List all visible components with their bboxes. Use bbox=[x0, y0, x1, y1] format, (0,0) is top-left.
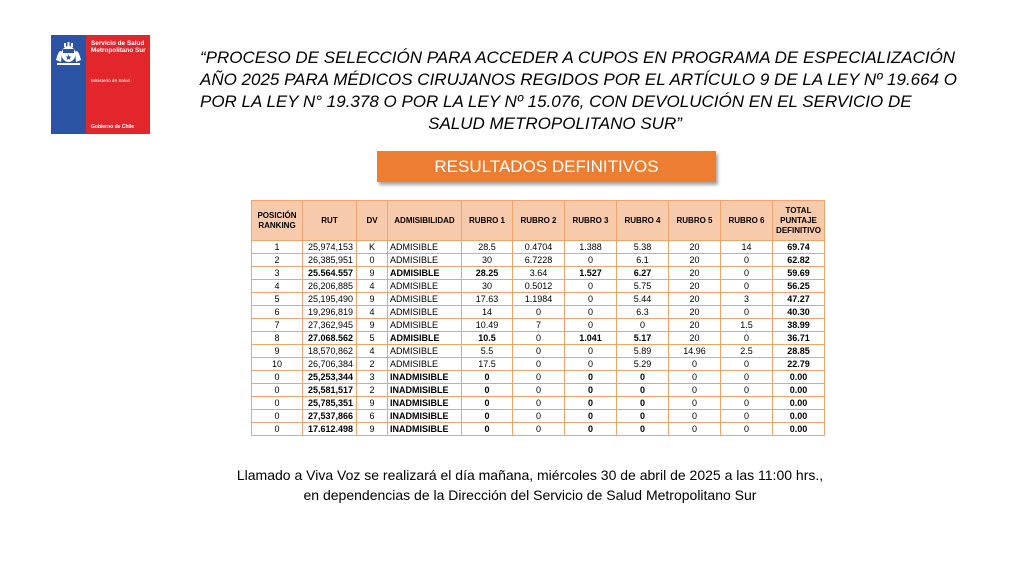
cell-admissibility: INADMISIBLE bbox=[388, 384, 462, 397]
cell-total: 0.00 bbox=[773, 384, 825, 397]
header-rubro-4: RUBRO 4 bbox=[617, 201, 669, 241]
cell-total: 0.00 bbox=[773, 371, 825, 384]
cell-total: 40.30 bbox=[773, 306, 825, 319]
cell-rubro-1: 28.5 bbox=[462, 241, 513, 254]
cell-rubro-3: 0 bbox=[565, 371, 617, 384]
cell-rubro-1: 0 bbox=[462, 371, 513, 384]
cell-dv: 9 bbox=[357, 319, 388, 332]
header-rubro-5: RUBRO 5 bbox=[669, 201, 721, 241]
cell-rubro-2: 0 bbox=[513, 410, 565, 423]
table-row bbox=[252, 319, 825, 332]
cell-rubro-6: 3 bbox=[721, 293, 773, 306]
cell-total: 0.00 bbox=[773, 410, 825, 423]
cell-rubro-5: 20 bbox=[669, 280, 721, 293]
table-row bbox=[252, 241, 825, 254]
cell-rubro-4: 5.89 bbox=[617, 345, 669, 358]
cell-total: 69.74 bbox=[773, 241, 825, 254]
cell-rubro-2: 0.4704 bbox=[513, 241, 565, 254]
cell-rubro-1: 10.49 bbox=[462, 319, 513, 332]
header-admissibility: ADMISIBILIDAD bbox=[388, 201, 462, 241]
cell-rubro-4: 5.29 bbox=[617, 358, 669, 371]
cell-total: 36.71 bbox=[773, 332, 825, 345]
cell-rubro-3: 0 bbox=[565, 397, 617, 410]
table-row bbox=[252, 345, 825, 358]
cell-rubro-2: 0 bbox=[513, 384, 565, 397]
cell-dv: 2 bbox=[357, 358, 388, 371]
cell-rubro-2: 0 bbox=[513, 358, 565, 371]
cell-dv: 9 bbox=[357, 397, 388, 410]
cell-rubro-5: 20 bbox=[669, 254, 721, 267]
cell-rubro-1: 30 bbox=[462, 280, 513, 293]
cell-total: 62.82 bbox=[773, 254, 825, 267]
cell-dv: 2 bbox=[357, 384, 388, 397]
cell-rubro-5: 0 bbox=[669, 384, 721, 397]
cell-total: 59.69 bbox=[773, 267, 825, 280]
cell-rubro-3: 0 bbox=[565, 280, 617, 293]
cell-position: 5 bbox=[252, 293, 303, 306]
table-row bbox=[252, 267, 825, 280]
cell-rubro-4: 0 bbox=[617, 423, 669, 436]
cell-rut: 25,253,344 bbox=[303, 371, 357, 384]
cell-rubro-5: 0 bbox=[669, 358, 721, 371]
cell-rubro-4: 5.44 bbox=[617, 293, 669, 306]
cell-rut: 17.612.498 bbox=[303, 423, 357, 436]
title-line: SALUD METROPOLITANO SUR” bbox=[428, 114, 682, 133]
cell-rubro-2: 0.5012 bbox=[513, 280, 565, 293]
cell-rut: 18,570,862 bbox=[303, 345, 357, 358]
cell-rubro-1: 28.25 bbox=[462, 267, 513, 280]
cell-rubro-1: 14 bbox=[462, 306, 513, 319]
cell-admissibility: ADMISIBLE bbox=[388, 293, 462, 306]
cell-dv: 4 bbox=[357, 345, 388, 358]
cell-rubro-6: 0 bbox=[721, 267, 773, 280]
cell-rubro-5: 14.96 bbox=[669, 345, 721, 358]
cell-rubro-1: 30 bbox=[462, 254, 513, 267]
cell-dv: 9 bbox=[357, 423, 388, 436]
table-row bbox=[252, 332, 825, 345]
cell-rubro-5: 20 bbox=[669, 306, 721, 319]
logo-service-name: Servicio de Salud Metropolitano Sur bbox=[91, 40, 146, 55]
header-rut: RUT bbox=[303, 201, 357, 241]
cell-admissibility: INADMISIBLE bbox=[388, 423, 462, 436]
cell-rubro-6: 1.5 bbox=[721, 319, 773, 332]
cell-rubro-5: 20 bbox=[669, 241, 721, 254]
cell-position: 0 bbox=[252, 423, 303, 436]
cell-position: 0 bbox=[252, 397, 303, 410]
cell-rubro-2: 0 bbox=[513, 345, 565, 358]
cell-rut: 25,785,351 bbox=[303, 397, 357, 410]
cell-rubro-4: 0 bbox=[617, 319, 669, 332]
cell-position: 0 bbox=[252, 371, 303, 384]
cell-dv: 4 bbox=[357, 306, 388, 319]
cell-total: 0.00 bbox=[773, 397, 825, 410]
table-header-row bbox=[252, 201, 825, 241]
header-dv: DV bbox=[357, 201, 388, 241]
cell-rubro-5: 20 bbox=[669, 293, 721, 306]
cell-rubro-5: 20 bbox=[669, 332, 721, 345]
cell-rubro-3: 1.527 bbox=[565, 267, 617, 280]
cell-rubro-6: 0 bbox=[721, 332, 773, 345]
cell-rubro-1: 10.5 bbox=[462, 332, 513, 345]
cell-rut: 26,385,951 bbox=[303, 254, 357, 267]
cell-admissibility: ADMISIBLE bbox=[388, 241, 462, 254]
cell-rubro-1: 17.5 bbox=[462, 358, 513, 371]
cell-admissibility: INADMISIBLE bbox=[388, 410, 462, 423]
cell-rubro-3: 1.388 bbox=[565, 241, 617, 254]
cell-rut: 25,195,490 bbox=[303, 293, 357, 306]
cell-rubro-1: 5.5 bbox=[462, 345, 513, 358]
cell-dv: 9 bbox=[357, 267, 388, 280]
title-line: “PROCESO DE SELECCIÓN PARA ACCEDER A CUPOS EN PROGRAMA DE ESPECIALIZACIÓN bbox=[200, 48, 956, 67]
cell-rubro-6: 2.5 bbox=[721, 345, 773, 358]
header-rubro-1: RUBRO 1 bbox=[462, 201, 513, 241]
cell-rubro-4: 6.3 bbox=[617, 306, 669, 319]
table-body bbox=[252, 241, 825, 436]
cell-position: 7 bbox=[252, 319, 303, 332]
cell-rubro-1: 0 bbox=[462, 384, 513, 397]
cell-admissibility: ADMISIBLE bbox=[388, 345, 462, 358]
table-row bbox=[252, 384, 825, 397]
header-total: TOTAL PUNTAJE DEFINITIVO bbox=[773, 201, 825, 241]
cell-admissibility: ADMISIBLE bbox=[388, 254, 462, 267]
cell-rubro-4: 0 bbox=[617, 371, 669, 384]
cell-rubro-3: 0 bbox=[565, 254, 617, 267]
cell-rubro-3: 0 bbox=[565, 319, 617, 332]
cell-dv: 5 bbox=[357, 332, 388, 345]
cell-total: 22.79 bbox=[773, 358, 825, 371]
cell-rubro-2: 0 bbox=[513, 423, 565, 436]
cell-position: 0 bbox=[252, 384, 303, 397]
cell-rubro-6: 0 bbox=[721, 254, 773, 267]
cell-rubro-6: 14 bbox=[721, 241, 773, 254]
cell-position: 1 bbox=[252, 241, 303, 254]
cell-rubro-2: 0 bbox=[513, 397, 565, 410]
cell-rubro-1: 0 bbox=[462, 397, 513, 410]
cell-rubro-4: 6.27 bbox=[617, 267, 669, 280]
header-position: POSICIÓN RANKING bbox=[252, 201, 303, 241]
table-row bbox=[252, 280, 825, 293]
cell-rubro-3: 0 bbox=[565, 358, 617, 371]
header-rubro-3: RUBRO 3 bbox=[565, 201, 617, 241]
cell-rubro-2: 7 bbox=[513, 319, 565, 332]
cell-admissibility: INADMISIBLE bbox=[388, 397, 462, 410]
cell-position: 10 bbox=[252, 358, 303, 371]
cell-rubro-6: 0 bbox=[721, 384, 773, 397]
cell-total: 0.00 bbox=[773, 423, 825, 436]
cell-admissibility: ADMISIBLE bbox=[388, 358, 462, 371]
page-title bbox=[200, 47, 957, 135]
cell-rubro-5: 0 bbox=[669, 410, 721, 423]
table-row bbox=[252, 410, 825, 423]
cell-dv: 4 bbox=[357, 280, 388, 293]
results-table bbox=[251, 200, 825, 436]
table-row bbox=[252, 254, 825, 267]
cell-admissibility: ADMISIBLE bbox=[388, 280, 462, 293]
cell-total: 56.25 bbox=[773, 280, 825, 293]
cell-rubro-1: 0 bbox=[462, 410, 513, 423]
cell-rubro-3: 0 bbox=[565, 293, 617, 306]
cell-position: 4 bbox=[252, 280, 303, 293]
cell-rubro-2: 0 bbox=[513, 371, 565, 384]
cell-rubro-5: 0 bbox=[669, 423, 721, 436]
cell-position: 0 bbox=[252, 410, 303, 423]
cell-position: 8 bbox=[252, 332, 303, 345]
cell-rubro-4: 5.38 bbox=[617, 241, 669, 254]
cell-rubro-5: 0 bbox=[669, 397, 721, 410]
cell-rut: 27,537,866 bbox=[303, 410, 357, 423]
cell-rut: 25,974,153 bbox=[303, 241, 357, 254]
cell-rubro-6: 0 bbox=[721, 423, 773, 436]
cell-rubro-4: 0 bbox=[617, 397, 669, 410]
cell-rut: 27,362,945 bbox=[303, 319, 357, 332]
cell-total: 38.99 bbox=[773, 319, 825, 332]
logo-government: Gobierno de Chile bbox=[91, 124, 135, 130]
results-banner: RESULTADOS DEFINITIVOS bbox=[377, 151, 716, 182]
cell-position: 6 bbox=[252, 306, 303, 319]
cell-admissibility: INADMISIBLE bbox=[388, 371, 462, 384]
cell-rubro-6: 0 bbox=[721, 280, 773, 293]
cell-rubro-2: 0 bbox=[513, 306, 565, 319]
cell-rut: 19,296,819 bbox=[303, 306, 357, 319]
cell-dv: 3 bbox=[357, 371, 388, 384]
cell-rubro-2: 1.1984 bbox=[513, 293, 565, 306]
footer-line: en dependencias de la Dirección del Servicio de Salud Metropolitano Sur bbox=[303, 487, 757, 503]
cell-dv: 6 bbox=[357, 410, 388, 423]
cell-rubro-4: 6.1 bbox=[617, 254, 669, 267]
cell-position: 2 bbox=[252, 254, 303, 267]
cell-rubro-4: 5.17 bbox=[617, 332, 669, 345]
title-line: AÑO 2025 PARA MÉDICOS CIRUJANOS REGIDOS POR EL ARTÍCULO 9 DE LA LEY Nº 19.664 O bbox=[200, 70, 957, 89]
cell-admissibility: ADMISIBLE bbox=[388, 332, 462, 345]
cell-dv: K bbox=[357, 241, 388, 254]
cell-rubro-3: 0 bbox=[565, 410, 617, 423]
cell-rubro-5: 20 bbox=[669, 267, 721, 280]
header-rubro-2: RUBRO 2 bbox=[513, 201, 565, 241]
table-row bbox=[252, 293, 825, 306]
table-row bbox=[252, 423, 825, 436]
cell-rubro-2: 6.7228 bbox=[513, 254, 565, 267]
table-row bbox=[252, 397, 825, 410]
cell-rubro-5: 0 bbox=[669, 371, 721, 384]
cell-position: 9 bbox=[252, 345, 303, 358]
cell-rubro-6: 0 bbox=[721, 410, 773, 423]
cell-rut: 27.068.562 bbox=[303, 332, 357, 345]
cell-rubro-3: 0 bbox=[565, 384, 617, 397]
table-row bbox=[252, 358, 825, 371]
cell-rubro-1: 17.63 bbox=[462, 293, 513, 306]
cell-dv: 9 bbox=[357, 293, 388, 306]
cell-rubro-6: 0 bbox=[721, 371, 773, 384]
cell-rubro-3: 0 bbox=[565, 423, 617, 436]
cell-rubro-4: 5.75 bbox=[617, 280, 669, 293]
cell-rubro-6: 0 bbox=[721, 358, 773, 371]
cell-rubro-3: 0 bbox=[565, 306, 617, 319]
cell-admissibility: ADMISIBLE bbox=[388, 267, 462, 280]
cell-admissibility: ADMISIBLE bbox=[388, 306, 462, 319]
cell-total: 28.85 bbox=[773, 345, 825, 358]
cell-dv: 0 bbox=[357, 254, 388, 267]
ssms-logo bbox=[51, 35, 150, 134]
cell-rubro-3: 0 bbox=[565, 345, 617, 358]
cell-rubro-6: 0 bbox=[721, 306, 773, 319]
cell-rut: 26,706,384 bbox=[303, 358, 357, 371]
cell-rut: 26,206,885 bbox=[303, 280, 357, 293]
cell-rut: 25,581,517 bbox=[303, 384, 357, 397]
logo-ministry: Ministerio de Salud bbox=[91, 78, 131, 83]
cell-position: 3 bbox=[252, 267, 303, 280]
cell-rubro-3: 1.041 bbox=[565, 332, 617, 345]
cell-rubro-4: 0 bbox=[617, 384, 669, 397]
cell-rut: 25.564.557 bbox=[303, 267, 357, 280]
cell-rubro-5: 20 bbox=[669, 319, 721, 332]
cell-total: 47.27 bbox=[773, 293, 825, 306]
title-line: POR LA LEY N° 19.378 O POR LA LEY Nº 15.076, CON DEVOLUCIÓN EN EL SERVICIO DE bbox=[200, 92, 912, 111]
table-row bbox=[252, 371, 825, 384]
header-rubro-6: RUBRO 6 bbox=[721, 201, 773, 241]
cell-admissibility: ADMISIBLE bbox=[388, 319, 462, 332]
cell-rubro-2: 3.64 bbox=[513, 267, 565, 280]
table-row bbox=[252, 306, 825, 319]
footer-notice bbox=[150, 465, 910, 505]
cell-rubro-2: 0 bbox=[513, 332, 565, 345]
cell-rubro-6: 0 bbox=[721, 397, 773, 410]
cell-rubro-1: 0 bbox=[462, 423, 513, 436]
chile-coat-of-arms-icon bbox=[53, 40, 84, 66]
footer-line: Llamado a Viva Voz se realizará el día mañana, miércoles 30 de abril de 2025 a las 11:00 hrs., bbox=[236, 467, 824, 483]
cell-rubro-4: 0 bbox=[617, 410, 669, 423]
